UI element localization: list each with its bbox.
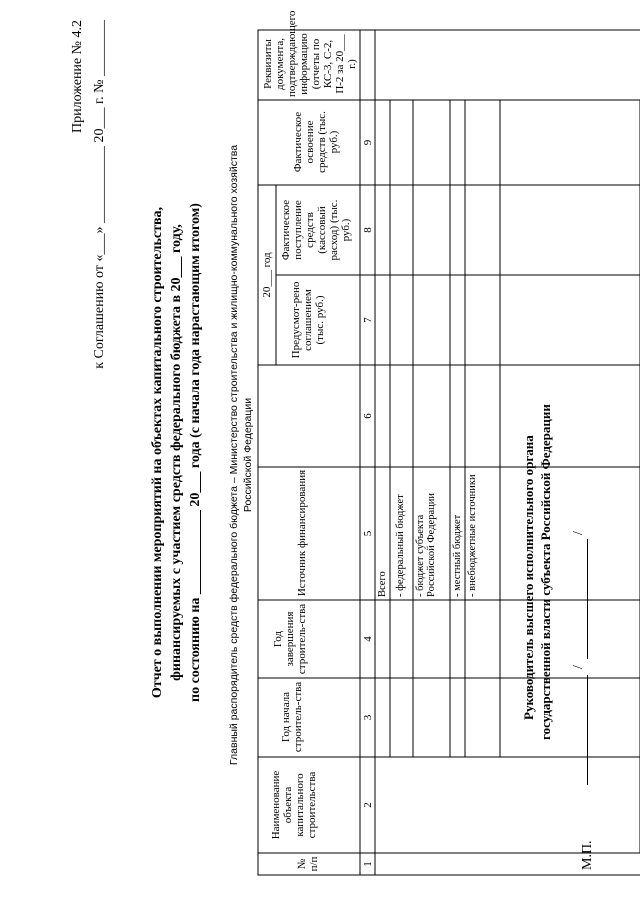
signature-title-line1: Руководитель высшего исполнительного органа <box>521 435 536 720</box>
signature-title-line2: государственной власти субъекта Российской Федерации <box>538 404 553 740</box>
column-number: 1 <box>362 861 374 867</box>
header-no: № п/п <box>296 856 320 872</box>
report-title-line3: по состоянию на ____________ 20___ года (с начала года нарастающим итогом) <box>188 203 203 702</box>
header-funding-source: Источник финансирования <box>296 469 308 597</box>
report-title-line2: финансируемых с участием средств федерального бюджета в 20___ году, <box>169 224 184 681</box>
funding-source-row: Всего <box>377 571 388 597</box>
header-received: Фактическое поступление средств (кассовый расход) (тыс. руб.) <box>280 199 352 261</box>
distributor-line1: Главный распорядитель средств федерального бюджета – Министерство строительства и жилищно-коммунального хозяйства <box>228 144 240 766</box>
column-number: 2 <box>362 802 374 808</box>
funding-source-row: - бюджет субъекта Российской Федерации <box>415 493 437 597</box>
seal-place-label: М.П. <box>580 840 595 870</box>
column-number: 4 <box>362 636 374 642</box>
header-mastered: Фактическое освоение средств (тыс. руб.) <box>292 111 340 173</box>
distributor-line2: Российской Федерации <box>242 397 254 513</box>
column-number: 5 <box>362 530 374 537</box>
agreement-line: к Соглашению от «___» ___________ 20___ г. № ________ <box>92 20 107 369</box>
column-number: 8 <box>362 227 374 233</box>
header-planned: Предусмот-рено соглашением (тыс. руб.) <box>290 281 326 359</box>
column-number: 7 <box>362 317 374 323</box>
header-object-name: Наименование объекта капитального строительства <box>270 770 318 840</box>
funding-source-row: - внебюджетные источники <box>467 474 478 597</box>
column-number: 9 <box>362 139 374 146</box>
header-end-year: Год завершения строитель-ства <box>272 603 308 675</box>
signature-name-line <box>587 539 588 659</box>
header-requisites: Реквизиты документа, подтверждающего информацию (отчеты по КС-3, С-2, П-2 за 20___ г.) <box>262 10 358 97</box>
appendix-title: Приложение № 4.2 <box>70 20 85 133</box>
header-start-year: Год начала строитель-ства <box>280 681 304 753</box>
signature-line <box>587 675 588 785</box>
report-title-line1: Отчет о выполнении мероприятий на объектах капитального строительства, <box>150 206 165 699</box>
column-number: 6 <box>362 413 374 419</box>
funding-source-row: - федеральный бюджет <box>395 494 406 597</box>
header-year-group: 20___ год <box>261 252 273 298</box>
signature-slash: / <box>571 531 586 535</box>
funding-source-row: - местный бюджет <box>452 514 463 597</box>
signature-slash: / <box>571 665 586 669</box>
column-number: 3 <box>362 714 374 721</box>
